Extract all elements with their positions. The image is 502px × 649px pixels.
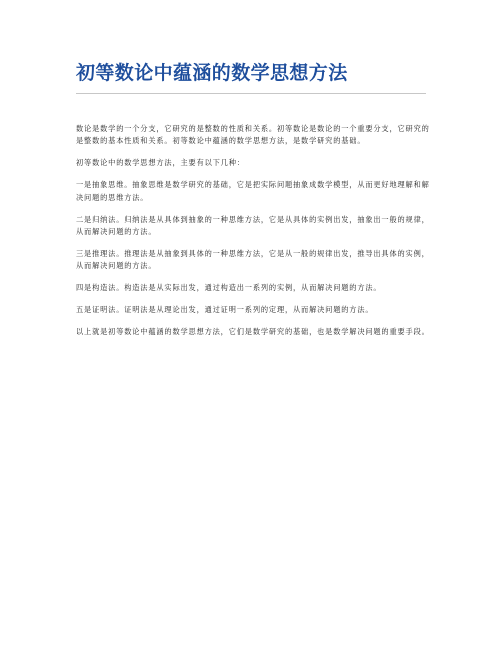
title-underline [76, 93, 426, 94]
document-body [76, 123, 434, 348]
paragraph-conclusion: 以上就是初等数论中蕴涵的数学思想方法，它们是数学研究的基础，也是数学解决问题的重要手段。 [76, 326, 430, 336]
paragraph-reasoning: 三是推理法。推理法是从抽象到具体的一种思维方法，它是从一般的规律出发，推导出具体的实例，从而解决问题的方法。 [76, 248, 430, 271]
document-title: 初等数论中蕴涵的数学思想方法 [76, 62, 348, 84]
paragraph-intro: 数论是数学的一个分支，它研究的是整数的性质和关系。初等数论是数论的一个重要分支，它研究的是整数的基本性质和关系。初等数论中蕴涵的数学思想方法，是数学研究的基础。 [76, 124, 430, 146]
paragraph-construction: 四是构造法。构造法是从实际出发，通过构造出一系列的实例，从而解决问题的方法。 [76, 283, 382, 293]
paragraph-induction: 二是归纳法。归纳法是从具体到抽象的一种思维方法，它是从具体的实例出发，抽象出一般的规律，从而解决问题的方法。 [76, 214, 430, 236]
paragraph-abstract-thinking: 一是抽象思维。抽象思维是数学研究的基础，它是把实际问题抽象成数学模型，从而更好地理解和解决问题的思维方法。 [76, 180, 430, 202]
paragraph-proof: 五是证明法。证明法是从理论出发，通过证明一系列的定理，从而解决问题的方法。 [76, 305, 374, 315]
paragraph-methods-intro: 初等数论中的数学思想方法，主要有以下几种： [76, 158, 245, 168]
